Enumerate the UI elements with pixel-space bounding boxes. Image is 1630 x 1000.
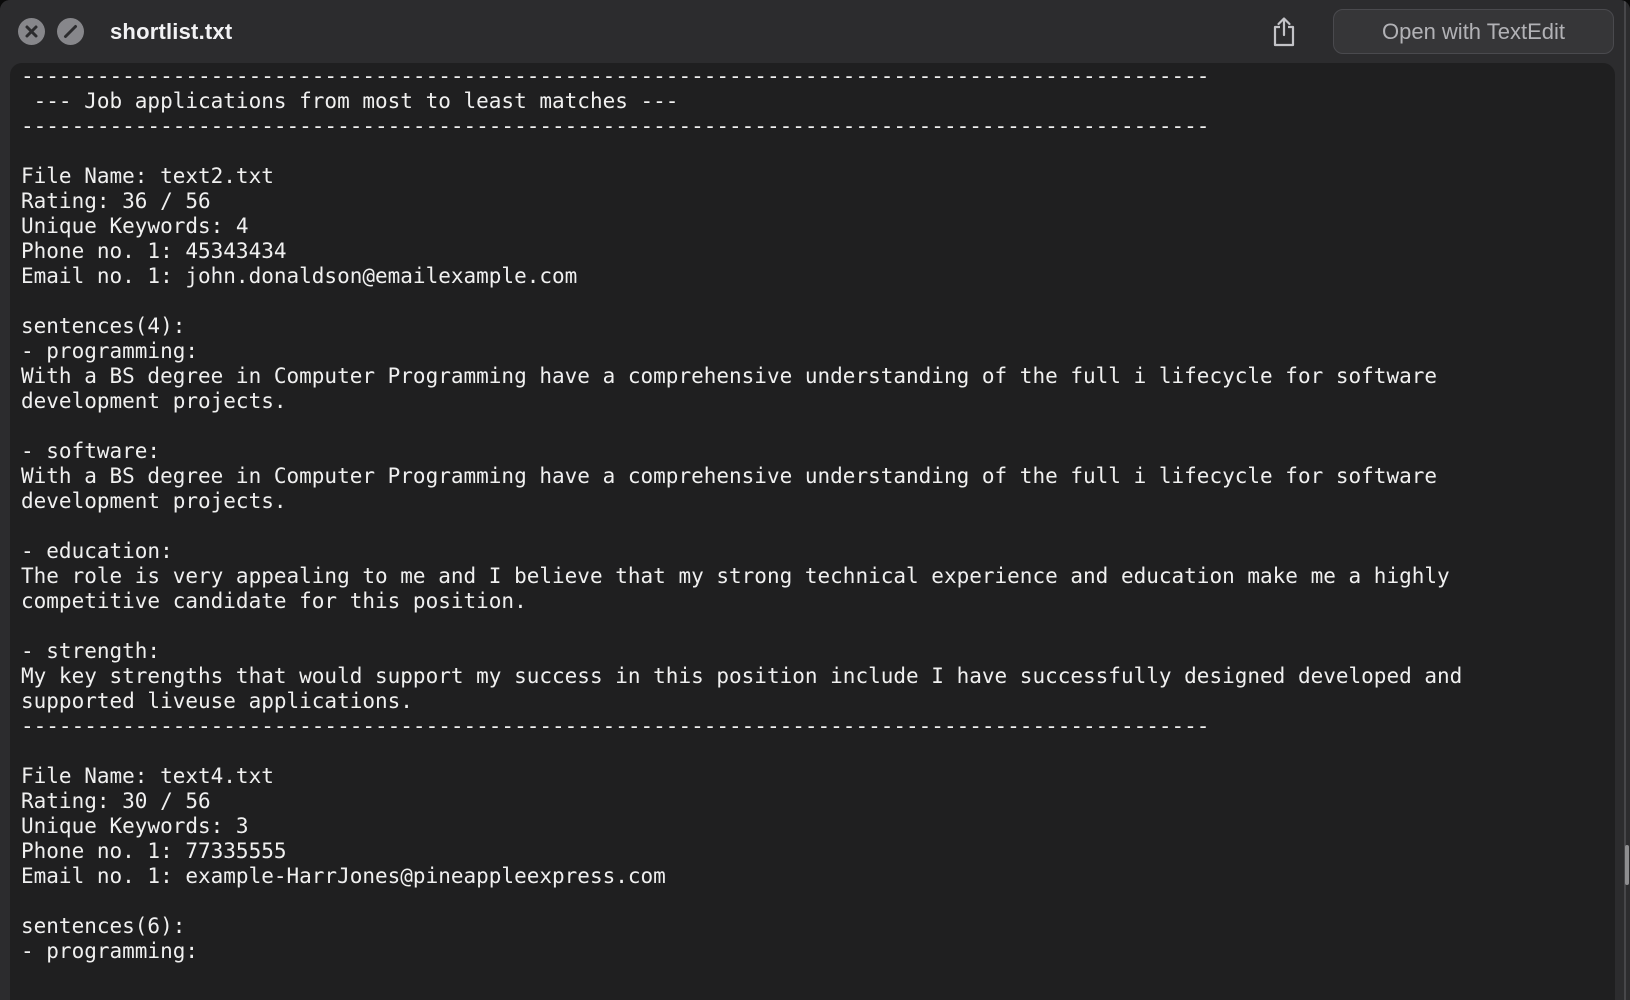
text-line: Phone no. 1: 77335555 xyxy=(21,839,287,863)
text-line: Unique Keywords: 3 xyxy=(21,814,249,838)
blocked-button[interactable] xyxy=(57,18,84,45)
text-line: With a BS degree in Computer Programming have a comprehensive understanding of the full i lifecycle for software xyxy=(21,364,1438,388)
text-line xyxy=(21,514,1462,539)
circle-slash-icon xyxy=(62,23,79,40)
text-line: competitive candidate for this position. xyxy=(21,589,527,613)
text-line: - strength: xyxy=(21,639,161,663)
text-line xyxy=(21,139,1462,164)
document-preview-panel xyxy=(10,63,1615,1000)
text-line: ---------------------------------------------------------------------------------------------- xyxy=(21,64,1210,88)
text-line: ---------------------------------------------------------------------------------------------- xyxy=(21,114,1210,138)
share-button[interactable] xyxy=(1269,15,1299,49)
close-button[interactable] xyxy=(18,18,45,45)
text-line: - education: xyxy=(21,539,173,563)
text-line: ---------------------------------------------------------------------------------------------- xyxy=(21,714,1210,738)
text-line: Rating: 30 / 56 xyxy=(21,789,211,813)
text-line: File Name: text4.txt xyxy=(21,764,274,788)
text-line: development projects. xyxy=(21,389,287,413)
title-bar xyxy=(0,0,1630,63)
text-line: - software: xyxy=(21,439,161,463)
text-line xyxy=(21,614,1462,639)
share-up-arrow-icon xyxy=(1271,16,1297,48)
text-line: Unique Keywords: 4 xyxy=(21,214,249,238)
text-line: Email no. 1: john.donaldson@emailexample.com xyxy=(21,264,578,288)
text-line: Email no. 1: example-HarrJones@pineappleexpress.com xyxy=(21,864,666,888)
text-line xyxy=(21,889,1462,914)
text-line: sentences(6): xyxy=(21,914,186,938)
window-title: shortlist.txt xyxy=(110,18,233,44)
titlebar-actions xyxy=(1269,9,1630,54)
text-line xyxy=(21,289,1462,314)
text-line: development projects. xyxy=(21,489,287,513)
text-line: My key strengths that would support my success in this position include I have successfully designed developed and xyxy=(21,664,1463,688)
text-line: - programming: xyxy=(21,339,199,363)
text-line xyxy=(21,739,1462,764)
text-line: The role is very appealing to me and I believe that my strong technical experience and education make me a highly xyxy=(21,564,1450,588)
text-line: Phone no. 1: 45343434 xyxy=(21,239,287,263)
document-text xyxy=(21,64,1462,964)
text-line: File Name: text2.txt xyxy=(21,164,274,188)
scrollbar-thumb[interactable] xyxy=(1625,845,1629,885)
text-line: supported liveuse applications. xyxy=(21,689,413,713)
text-line: --- Job applications from most to least matches --- xyxy=(21,89,679,113)
close-x-icon xyxy=(24,24,39,39)
text-line: - programming: xyxy=(21,939,199,963)
text-line xyxy=(21,414,1462,439)
text-line: Rating: 36 / 56 xyxy=(21,189,211,213)
open-with-textedit-button[interactable]: Open with TextEdit xyxy=(1333,9,1614,54)
text-line: With a BS degree in Computer Programming have a comprehensive understanding of the full i lifecycle for software xyxy=(21,464,1438,488)
text-line: sentences(4): xyxy=(21,314,186,338)
